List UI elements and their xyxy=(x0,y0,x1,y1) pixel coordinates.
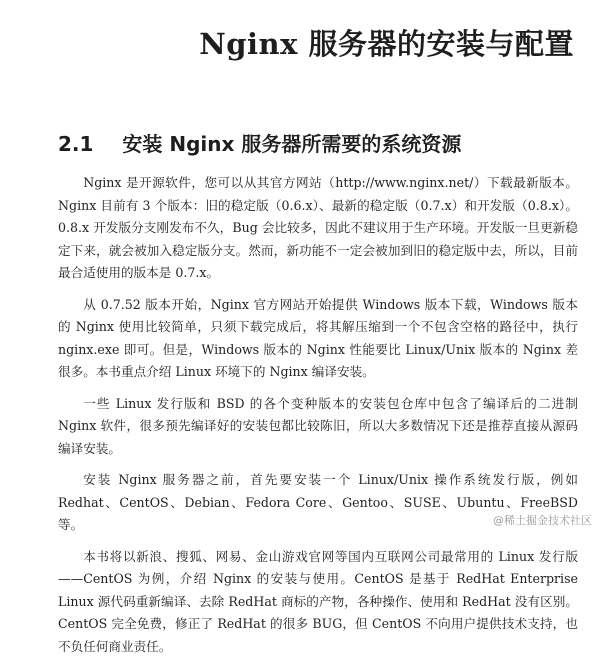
section-heading xyxy=(58,128,461,157)
section-number: 2.1 xyxy=(58,132,94,156)
paragraph-3: 一些 Linux 发行版和 BSD 的各个变种版本的安装包仓库中包含了编译后的二进制 Nginx 软件，很多预先编译好的安装包都比较陈旧，所以大多数情况下还是推荐直接从源码编译安装。 xyxy=(58,395,578,456)
paragraph-4: 安装 Nginx 服务器之前，首先要安装一个 Linux/Unix 操作系统发行版，例如 Redhat、CentOS、Debian、Fedora Core、Gentoo、SUSE、Ubuntu、FreeBSD 等。 xyxy=(58,472,578,532)
chapter-title: Nginx 服务器的安装与配置 xyxy=(199,27,574,61)
watermark: @稀土掘金技术社区 xyxy=(493,514,592,527)
paragraph-2: 从 0.7.52 版本开始，Nginx 官方网站开始提供 Windows 版本下载，Windows 版本的 Nginx 使用比较简单，只须下载完成后，将其解压缩到一个不包含空格的路径中，执行 nginx.exe 即可。但是，Windows 版本的 Nginx 性能要比 Linux/Unix 版本的 Nginx 差很多。本书重点介绍 Linux 环境下的 Nginx 编译安装。 xyxy=(58,296,578,379)
paragraph-5: 本书将以新浪、搜狐、网易、金山游戏官网等国内互联网公司最常用的 Linux 发行版——CentOS 为例，介绍 Nginx 的安装与使用。CentOS 是基于 RedHat Enterprise Linux 源代码重新编译、去除 RedHat 商标的产物，各种操作、使用和 RedHat 没有区别。CentOS 完全免费，修正了 RedHat 的很多 BUG，但 CentOS 不向用户提供技术支持，也不负任何商业责任。 xyxy=(58,548,578,654)
section-title: 安装 Nginx 服务器所需要的系统资源 xyxy=(122,132,462,156)
body-text xyxy=(58,172,578,667)
paragraph-1: Nginx 是开源软件，您可以从其官方网站（http://www.nginx.net/）下载最新版本。Nginx 目前有 3 个版本：旧的稳定版（0.6.x）、最新的稳定版（0.7.x）和开发版（0.8.x）。0.8.x 开发版分支刚发布不久，Bug 会比较多，因此不建议用于生产环境。开发版一旦更新稳定下来，就会被加入稳定版分支。然而，新功能不一定会被加到旧的稳定版中去，所以，目前最合适使用的版本是 0.7.x。 xyxy=(58,175,578,280)
